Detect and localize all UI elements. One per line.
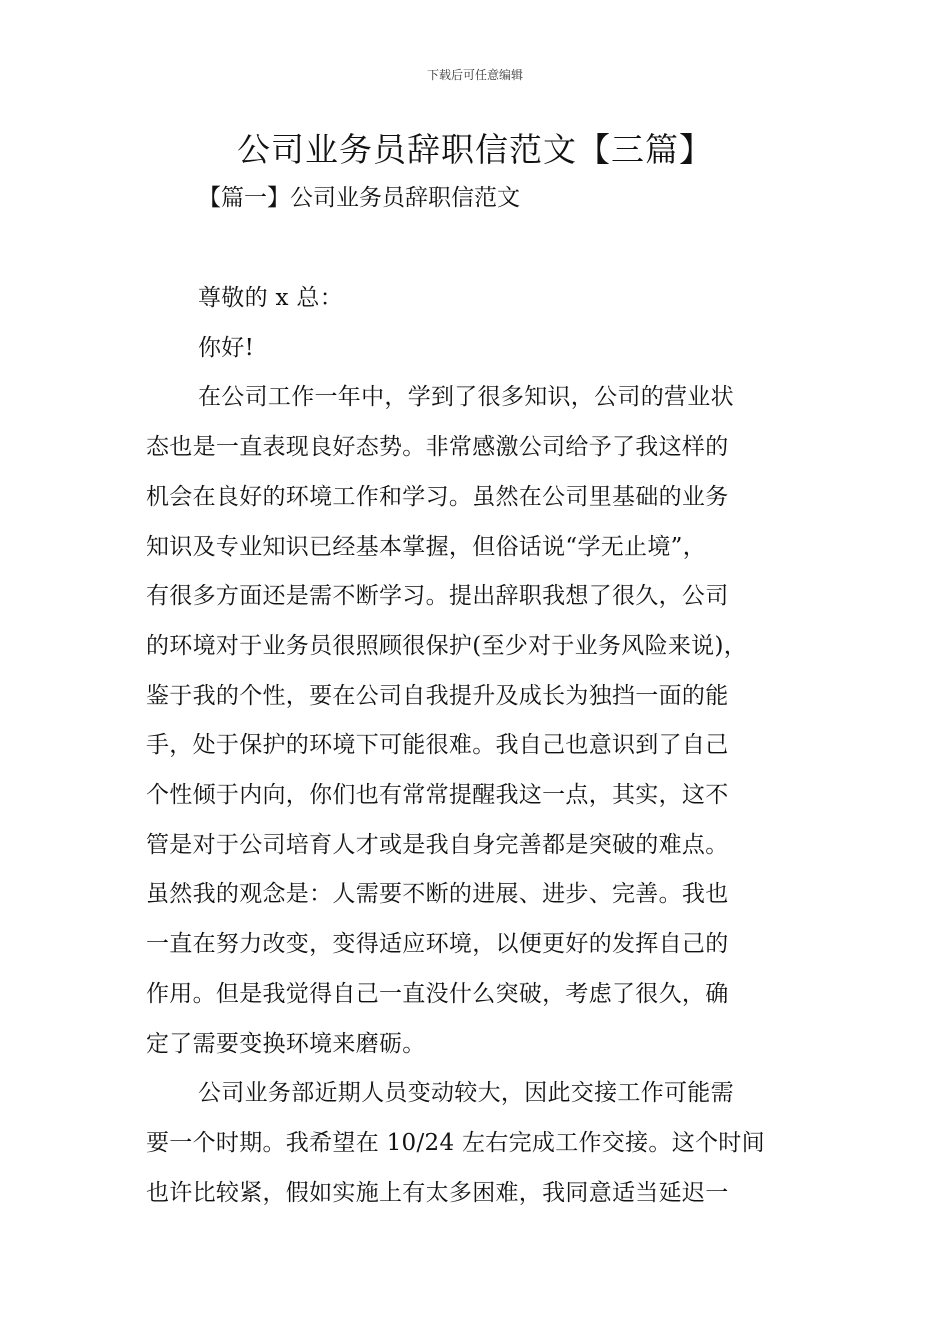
section-heading: 【篇一】公司业务员辞职信范文 — [198, 185, 520, 211]
header-note: 下载后可任意编辑 — [426, 68, 523, 82]
body-paragraph: 在公司工作一年中，学到了很多知识，公司的营业状 态也是一直表现良好态势。非常感激公司给予了我这样的 机会在良好的环境工作和学习。虽然在公司里基础的业务 知识及专业知识已经基本掌握，但俗话说“学无止境”， 有很多方面还是需不断学习。提出辞职我想了很久，公司 的环境对于业务员很照顾很保护(至少对于业务风险来说)， 鉴于我的个性，要在公司自我提升及成长为独挡一面的能 手，处于保护的环境下可能很难。我自己也意识到了自己 个性倾于内向，你们也有常常提醒我这一点，其实，这不 管是对于公司培育人才或是我自身完善都是突破的难点。 虽然我的观念是：人需要不断的进展、进步、完善。我也 一直在努力改变，变得适应环境，以便更好的发挥自己的 作用。但是我觉得自己一直没什么突破，考虑了很久，确 定了需要变换环境来磨砺。 — [146, 384, 748, 1057]
greeting: 你好! — [198, 334, 255, 361]
letter-body — [146, 274, 826, 1218]
body-paragraph: 公司业务部近期人员变动较大，因此交接工作可能需 要一个时期。我希望在 10/24 左右完成工作交接。这个时间 也许比较紧，假如实施上有太多困难，我同意适当延迟一 — [146, 1080, 765, 1206]
salutation: 尊敬的 x 总： — [198, 285, 343, 311]
document-title: 公司业务员辞职信范文【三篇】 — [237, 130, 713, 169]
